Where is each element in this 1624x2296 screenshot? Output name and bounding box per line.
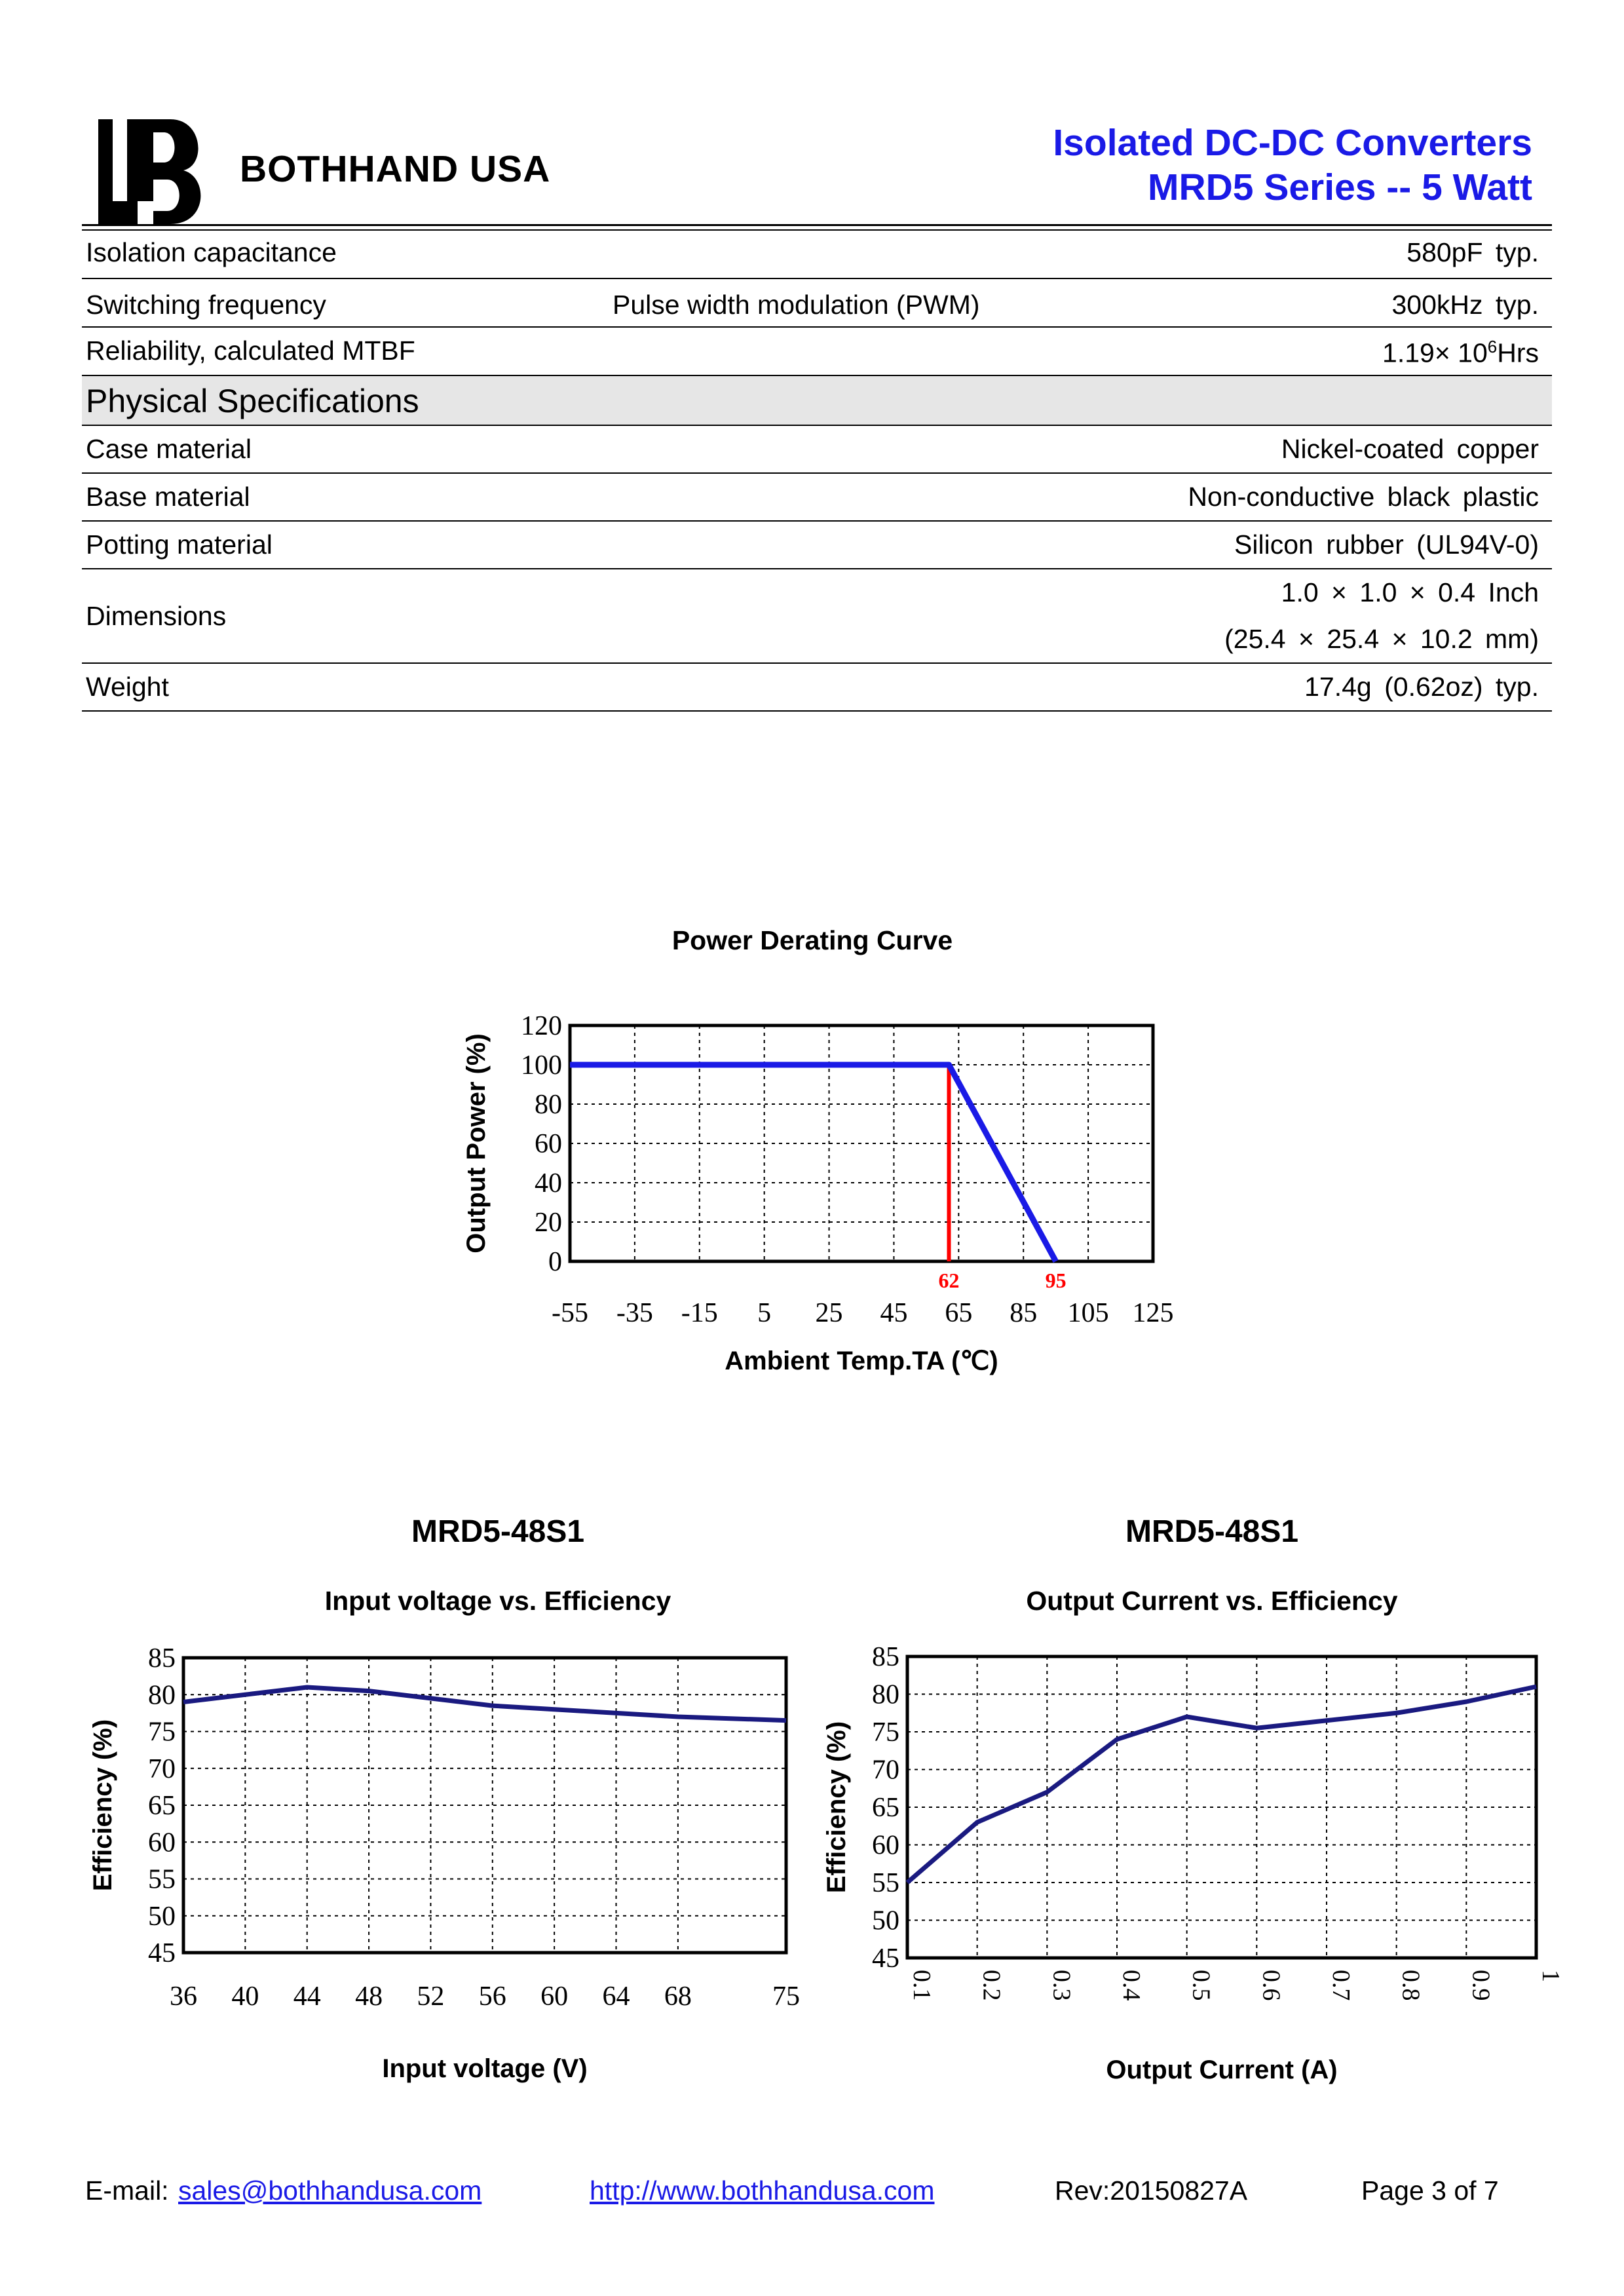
spec-value: Silicon rubber (UL94V-0) — [1234, 529, 1539, 560]
brand-name: BOTHHAND USA — [240, 148, 551, 190]
y-tick-label: 50 — [872, 1905, 899, 1936]
x-tick-label: -55 — [552, 1298, 588, 1328]
x-tick-label: 25 — [815, 1298, 843, 1328]
spec-value: Non-conductive black plastic — [1188, 482, 1539, 512]
y-axis-label: Efficiency (%) — [822, 1721, 851, 1894]
x-tick-label: 0.7 — [1327, 1970, 1355, 2001]
spec-row-dimensions — [82, 569, 1552, 664]
footer — [85, 2175, 1546, 2215]
y-tick-label: 0 — [548, 1247, 562, 1277]
x-tick-label: 45 — [880, 1298, 908, 1328]
spec-row-weight — [82, 664, 1552, 712]
x-tick-label: 0.5 — [1187, 1970, 1215, 2001]
y-tick-label: 80 — [535, 1090, 562, 1120]
x-tick-label: -35 — [616, 1298, 653, 1328]
spec-label: Base material — [86, 482, 250, 512]
spec-value: 580pF typ. — [1407, 237, 1539, 267]
chart-title-input-voltage: Input voltage vs. Efficiency — [324, 1586, 671, 1616]
series-line — [183, 1687, 786, 1721]
x-tick-label: 0.1 — [908, 1970, 935, 2001]
spec-row-base-material — [82, 474, 1552, 522]
x-tick-label: 60 — [540, 1981, 569, 2012]
x-tick-label: 105 — [1067, 1298, 1109, 1328]
series-line — [907, 1687, 1536, 1883]
document-title: Isolated DC-DC Converters — [1053, 122, 1532, 164]
x-tick-label: 0.4 — [1118, 1970, 1145, 2001]
y-tick-label: 20 — [535, 1208, 562, 1238]
mtbf-base: 1.19× 10 — [1382, 337, 1488, 368]
x-tick-label: 64 — [602, 1981, 630, 2012]
x-axis-label: Input voltage (V) — [382, 2054, 588, 2083]
spec-label: Isolation capacitance — [86, 237, 337, 267]
annotation-label: 62 — [938, 1269, 960, 1292]
x-tick-label: 1 — [1537, 1970, 1564, 1982]
spec-label: Weight — [86, 672, 169, 702]
y-tick-label: 50 — [148, 1901, 176, 1932]
y-tick-label: 80 — [148, 1680, 176, 1711]
y-tick-label: 55 — [872, 1868, 899, 1898]
chart-model-left: MRD5-48S1 — [411, 1514, 585, 1549]
document-subtitle: MRD5 Series -- 5 Watt — [1147, 166, 1532, 208]
footer-website-link[interactable]: http://www.bothhandusa.com — [590, 2175, 935, 2206]
output-current-efficiency-chart — [819, 1638, 1564, 2097]
input-voltage-efficiency-chart — [85, 1638, 819, 2097]
x-tick-label: 65 — [945, 1298, 973, 1328]
x-tick-label: 36 — [170, 1981, 197, 2012]
x-tick-label: 85 — [1010, 1298, 1038, 1328]
spec-label: Potting material — [86, 529, 273, 560]
spec-condition: Pulse width modulation (PWM) — [613, 290, 980, 320]
spec-label: Reliability, calculated MTBF — [86, 335, 415, 366]
x-tick-label: 48 — [355, 1981, 383, 2012]
section-physical-specifications — [82, 376, 1552, 426]
x-tick-label: 0.2 — [977, 1970, 1006, 2001]
chart-title-power-derating: Power Derating Curve — [671, 925, 953, 955]
y-axis-label: Efficiency (%) — [88, 1719, 117, 1892]
spec-row-case-material — [82, 426, 1552, 474]
x-tick-label: 0.9 — [1467, 1970, 1495, 2001]
mtbf-exponent: 6 — [1487, 337, 1498, 356]
spec-value-inch: 1.0 × 1.0 × 0.4 Inch — [1281, 577, 1539, 607]
spec-table — [82, 231, 1552, 712]
x-tick-label: 75 — [772, 1981, 800, 2012]
spec-label: Dimensions — [86, 601, 227, 631]
y-tick-label: 70 — [148, 1753, 176, 1784]
x-tick-label: -15 — [681, 1298, 718, 1328]
y-tick-label: 120 — [521, 1011, 562, 1041]
x-tick-label: 0.8 — [1397, 1970, 1425, 2001]
y-tick-label: 40 — [535, 1168, 562, 1198]
y-tick-label: 60 — [148, 1827, 176, 1858]
spec-row-isolation-capacitance — [82, 231, 1552, 279]
y-tick-label: 85 — [148, 1643, 176, 1674]
y-tick-label: 70 — [872, 1755, 899, 1786]
footer-revision: Rev:20150827A — [1055, 2175, 1248, 2206]
y-tick-label: 45 — [872, 1943, 899, 1974]
brand-logo — [98, 119, 206, 224]
spec-value-mm: (25.4 × 25.4 × 10.2 mm) — [1224, 624, 1539, 654]
y-tick-label: 100 — [521, 1050, 562, 1081]
spec-label: Switching frequency — [86, 290, 326, 320]
spec-value: Nickel-coated copper — [1281, 434, 1539, 464]
spec-value — [1382, 337, 1539, 369]
x-tick-label: 40 — [231, 1981, 259, 2012]
spec-value: 17.4g (0.62oz) typ. — [1304, 672, 1539, 702]
header-rule — [82, 224, 1552, 226]
spec-label: Case material — [86, 434, 252, 464]
chart-title-output-current: Output Current vs. Efficiency — [1026, 1586, 1398, 1616]
chart-model-right: MRD5-48S1 — [1125, 1514, 1299, 1549]
x-tick-label: 0.6 — [1257, 1970, 1285, 2001]
x-tick-label: 5 — [757, 1298, 772, 1328]
footer-email-link[interactable]: sales@bothhandusa.com — [178, 2175, 482, 2206]
x-tick-label: 0.3 — [1048, 1970, 1076, 2001]
x-axis-label: Ambient Temp.TA (℃) — [725, 1347, 998, 1375]
y-axis-label: Output Power (%) — [462, 1033, 491, 1253]
y-tick-label: 65 — [148, 1791, 176, 1821]
y-tick-label: 75 — [872, 1717, 899, 1748]
y-tick-label: 75 — [148, 1717, 176, 1748]
y-tick-label: 80 — [872, 1679, 899, 1710]
y-tick-label: 65 — [872, 1793, 899, 1823]
x-tick-label: 68 — [664, 1981, 692, 2012]
section-heading: Physical Specifications — [86, 383, 419, 419]
spec-row-mtbf — [82, 328, 1552, 376]
y-tick-label: 55 — [148, 1864, 176, 1895]
spec-row-potting-material — [82, 522, 1552, 569]
footer-page-number: Page 3 of 7 — [1361, 2175, 1499, 2206]
y-tick-label: 85 — [872, 1642, 899, 1672]
series-line — [570, 1065, 1056, 1261]
spec-value: 300kHz typ. — [1391, 290, 1539, 320]
x-tick-label: 44 — [293, 1981, 321, 2012]
spec-row-switching-frequency — [82, 279, 1552, 328]
power-derating-chart — [445, 989, 1218, 1415]
y-tick-label: 60 — [872, 1830, 899, 1861]
x-axis-label: Output Current (A) — [1106, 2056, 1338, 2084]
x-tick-label: 52 — [417, 1981, 445, 2012]
y-tick-label: 45 — [148, 1938, 176, 1968]
mtbf-unit: Hrs — [1497, 337, 1539, 368]
footer-email-label: E-mail: — [85, 2175, 169, 2206]
x-tick-label: 56 — [478, 1981, 506, 2012]
y-tick-label: 60 — [535, 1129, 562, 1159]
x-tick-label: 125 — [1132, 1298, 1174, 1328]
annotation-label: 95 — [1045, 1269, 1067, 1292]
